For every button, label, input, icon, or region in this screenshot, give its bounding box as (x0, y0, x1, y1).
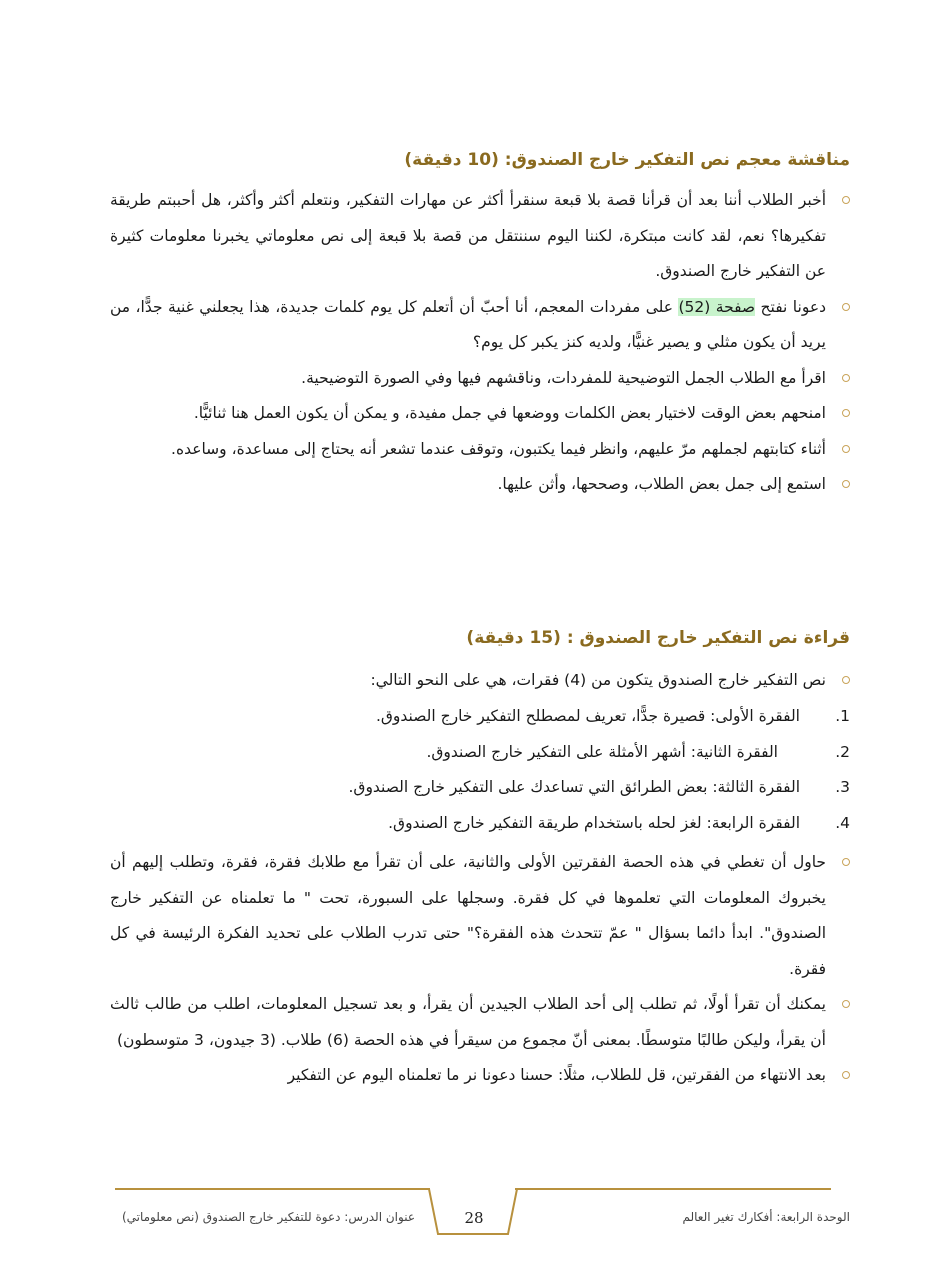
section-2-bullet-list (110, 845, 850, 1094)
bullet-icon (842, 303, 850, 311)
list-item: أثناء كتابتهم لجملهم مرّ عليهم، وانظر فيما يكتبون، وتوقف عندما تشعر أنه يحتاج إلى مساعدة، وساعده. (110, 432, 850, 468)
bullet-icon (842, 374, 850, 382)
footer-lesson-title: عنوان الدرس: دعوة للتفكير خارج الصندوق (نص معلوماتي) (121, 1210, 415, 1224)
numbered-item: 3. الفقرة الثالثة: بعض الطرائق التي تساعدك على التفكير خارج الصندوق. (348, 778, 850, 796)
footer-unit-title: الوحدة الرابعة: أفكارك تغير العالم (682, 1210, 850, 1224)
list-item: نص التفكير خارج الصندوق يتكون من (4) فقرات، هي على النحو التالي: (110, 663, 850, 699)
section-2-intro-list (110, 663, 850, 699)
bullet-icon (842, 1071, 850, 1079)
bullet-icon (842, 409, 850, 417)
bullet-icon (842, 1000, 850, 1008)
numbered-item: 2. الفقرة الثانية: أشهر الأمثلة على التفكير خارج الصندوق. (426, 742, 850, 761)
list-item: حاول أن تغطي في هذه الحصة الفقرتين الأولى والثانية، على أن تقرأ مع طلابك فقرة، فقرة، وتطلب إليهم أن يخبروك المعلومات التي تعلموها في كل فقرة. وسجلها على السبورة، تحت " ما تعلمناه عن التفكير خارج الصندوق". ابدأ دائما بسؤال " عمّ تتحدث هذه الفقرة؟" حتى تدرب الطلاب على تحديد الفكرة الرئيسة في كل فقرة. (110, 845, 850, 987)
numbered-item: 4. الفقرة الرابعة: لغز لحله باستخدام طريقة التفكير خارج الصندوق. (388, 813, 850, 832)
bullet-icon (842, 858, 850, 866)
numbered-item: 1. الفقرة الأولى: قصيرة جدًّا، تعريف لمصطلح التفكير خارج الصندوق. (375, 707, 850, 725)
section-2-title: قراءة نص التفكير خارج الصندوق : (15 دقيقة) (466, 628, 850, 648)
bullet-icon (842, 445, 850, 453)
list-item: أخبر الطلاب أننا بعد أن قرأنا قصة بلا قبعة سنقرأ أكثر عن مهارات التفكير، ونتعلم أكثر وأكثر، هل أحببتم طريقة تفكيرها؟ نعم، لقد كانت مبتكرة، لكننا اليوم سننتقل من قصة بلا قبعة إلى نص معلوماتي يخبرنا معلومات كثيرة عن التفكير خارج الصندوق. (110, 183, 850, 290)
list-item: استمع إلى جمل بعض الطلاب، وصححها، وأثن عليها. (110, 467, 850, 503)
list-item: امنحهم بعض الوقت لاختيار بعض الكلمات ووضعها في جمل مفيدة، و يمكن أن يكون العمل هنا ثنائيًّا. (110, 396, 850, 432)
bullet-icon (842, 480, 850, 488)
page-reference-highlight: صفحة (52) (678, 297, 756, 316)
section-1-bullet-list (110, 183, 850, 503)
footer-rule-left (115, 1188, 430, 1190)
paragraph-outline-list (110, 699, 850, 841)
bullet-icon (842, 676, 850, 684)
list-item: بعد الانتهاء من الفقرتين، قل للطلاب، مثلًا: حسنا دعونا نر ما تعلمناه اليوم عن التفكير (110, 1058, 850, 1094)
page-number: 28 (464, 1209, 484, 1227)
list-item: دعونا نفتح صفحة (52) على مفردات المعجم، أنا أحبّ أن أتعلم كل يوم كلمات جديدة، هذا يجعلني غنية جدًّا، من يريد أن يكون مثلي و يصير غنيًّا، ولديه كنز يكبر كل يوم؟ (110, 290, 850, 361)
section-1-title: مناقشة معجم نص التفكير خارج الصندوق: (10 دقيقة) (404, 150, 850, 170)
list-item: اقرأ مع الطلاب الجمل التوضيحية للمفردات، وناقشهم فيها وفي الصورة التوضيحية. (110, 361, 850, 397)
list-item: يمكنك أن تقرأ أولًا، ثم تطلب إلى أحد الطلاب الجيدين أن يقرأ، و بعد تسجيل المعلومات، اطلب من طالب ثالث أن يقرأ، وليكن طالبًا متوسطًا. بمعنى أنّ مجموع من سيقرأ في هذه الحصة (6) طلاب. (3 جيدون، 3 متوسطون) (110, 987, 850, 1058)
bullet-icon (842, 196, 850, 204)
footer-rule-right (515, 1188, 831, 1190)
